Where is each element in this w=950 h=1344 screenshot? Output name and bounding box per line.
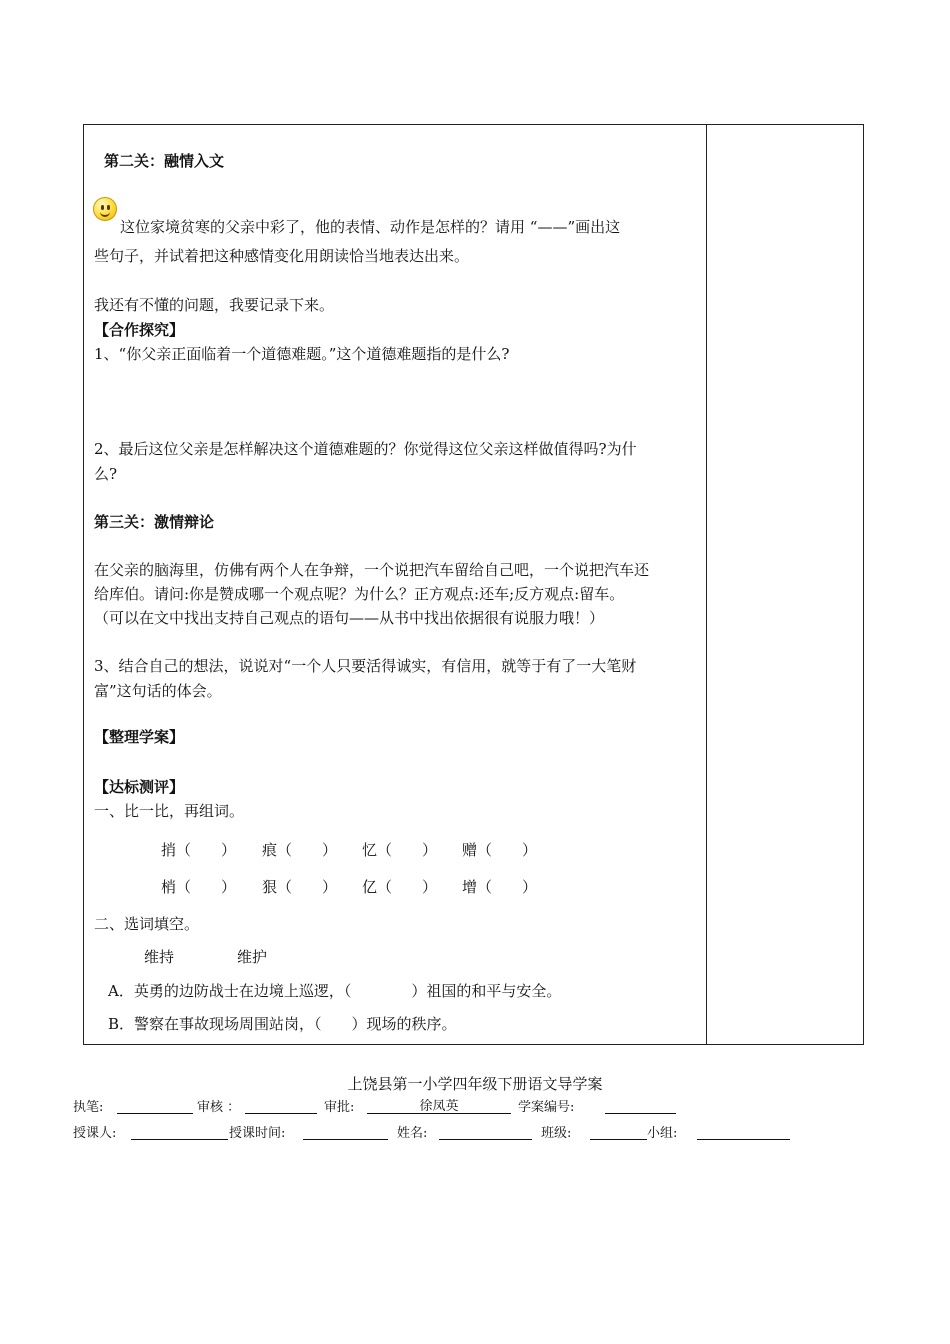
word-pair-item: 增（ ） (462, 878, 538, 896)
name-blank[interactable] (439, 1139, 532, 1140)
cooperate-heading: 【合作探究】 (94, 321, 185, 339)
word-pair-item: 赠（ ） (462, 841, 538, 859)
group-label: 小组: (647, 1126, 678, 1141)
section3-line3: （可以在文中找出支持自己观点的语句——从书中找出依据很有说服力哦！） (94, 609, 605, 627)
teacher-label: 授课人: (73, 1126, 117, 1141)
class-blank[interactable] (590, 1139, 647, 1140)
test-heading: 【达标测评】 (94, 778, 185, 796)
choice-word-1: 维持 (144, 948, 175, 966)
test-part2-title: 二、选词填空。 (94, 915, 200, 933)
word-pair-item: 狠（ ） (262, 878, 338, 896)
smiley-face-icon (93, 197, 117, 221)
teacher-blank[interactable] (131, 1139, 228, 1140)
section3-title: 第三关：激情辩论 (94, 513, 215, 531)
worksheet-table (83, 124, 864, 1045)
section2-paragraph-line1: 这位家境贫寒的父亲中彩了，他的表情、动作是怎样的？请用 “——”画出这 (120, 218, 621, 236)
section2-note: 我还有不懂的问题，我要记录下来。 (94, 296, 335, 314)
time-label: 授课时间: (229, 1126, 286, 1141)
question-2-line2: 么? (94, 465, 118, 483)
test-part1-title: 一、比一比，再组词。 (94, 802, 245, 820)
word-pair-item: 忆（ ） (362, 841, 438, 859)
approver-name: 徐凤英 (419, 1099, 459, 1114)
writer-blank[interactable] (117, 1113, 193, 1114)
question-3-line2: 富”这句话的体会。 (94, 682, 222, 700)
word-pair-item: 亿（ ） (362, 878, 438, 896)
class-label: 班级: (541, 1126, 572, 1141)
column-divider (706, 125, 707, 1044)
group-blank[interactable] (697, 1139, 790, 1140)
word-pair-item: 痕（ ） (262, 841, 338, 859)
case-no-label: 学案编号: (518, 1100, 575, 1115)
word-pair-item: 捎（ ） (161, 841, 237, 859)
name-label: 姓名: (397, 1126, 428, 1141)
section2-title: 第二关：融情入文 (104, 152, 225, 170)
word-pair-item: 梢（ ） (161, 878, 237, 896)
approver-label: 审批: (324, 1100, 355, 1115)
option-a: A．英勇的边防战士在边境上巡逻，（ ）祖国的和平与安全。 (108, 982, 562, 1000)
option-b: B．警察在事故现场周围站岗，（ ）现场的秩序。 (108, 1015, 457, 1033)
question-1: 1、“你父亲正面临着一个道德难题。”这个道德难题指的是什么? (94, 345, 510, 363)
footer-title: 上饶县第一小学四年级下册语文导学案 (347, 1075, 603, 1093)
writer-label: 执笔: (73, 1100, 104, 1115)
organize-heading: 【整理学案】 (94, 728, 185, 746)
section2-paragraph-line2: 些句子，并试着把这种感情变化用朗读恰当地表达出来。 (94, 247, 470, 265)
section3-line1: 在父亲的脑海里，仿佛有两个人在争辩，一个说把汽车留给自己吧，一个说把汽车还 (94, 561, 650, 579)
time-blank[interactable] (303, 1139, 388, 1140)
question-3-line1: 3、结合自己的想法，说说对“一个人只要活得诚实，有信用，就等于有了一大笔财 (94, 657, 637, 675)
section3-line2: 给库伯。请问:你是赞成哪一个观点呢？为什么？正方观点:还车;反方观点:留车。 (94, 585, 625, 603)
question-2-line1: 2、最后这位父亲是怎样解决这个道德难题的？你觉得这位父亲这样做值得吗?为什 (94, 440, 637, 458)
reviewer-label: 审核 ： (197, 1100, 241, 1115)
case-no-blank[interactable] (605, 1113, 676, 1114)
choice-word-2: 维护 (237, 948, 268, 966)
reviewer-blank[interactable] (245, 1113, 317, 1114)
